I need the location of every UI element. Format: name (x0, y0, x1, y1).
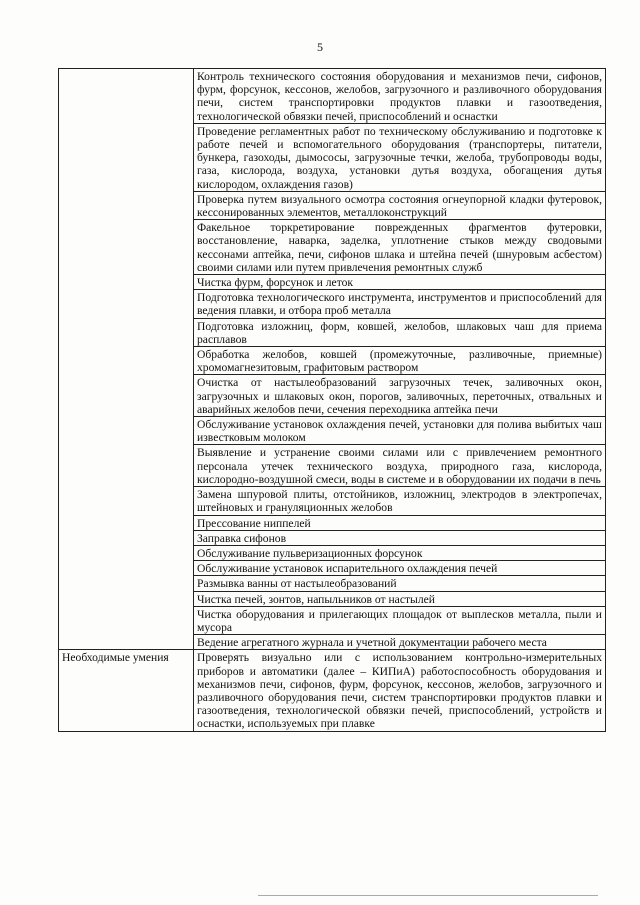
table-row (59, 650, 606, 731)
labor-functions-block-item: Заправка сифонов (194, 530, 606, 545)
labor-functions-block-item: Обслуживание установок испарительного охлаждения печей (194, 561, 606, 576)
labor-functions-block-item: Факельное торкретирование поврежденных фрагментов футеровки, восстановление, наварка, заделка, уплотнение стыков между сводовыми кессонами аптейка, печи, сифонов шлака и штейна печей (шнуровым асбестом) своими силами или путем привлечения ремонтных служб (194, 220, 606, 275)
labor-functions-block-item: Контроль технического состояния оборудования и механизмов печи, сифонов, фурм, форсунок, кессонов, желобов, загрузочного и разливочного оборудования печи, систем транспортировки продуктов плавки и газоотведения, технологической обвязки печей, приспособлений и оснастки (194, 69, 606, 124)
labor-functions-block-item: Чистка фурм, форсунок и леток (194, 275, 606, 290)
labor-functions-block-item: Чистка оборудования и прилегающих площадок от выплесков металла, пыли и мусора (194, 606, 606, 634)
labor-functions-block-item: Замена шпуровой плиты, отстойников, изложниц, электродов в электропечах, штейновых и грануляционных желобов (194, 487, 606, 515)
labor-functions-block-label (59, 69, 194, 650)
labor-functions-block-item: Подготовка изложниц, форм, ковшей, желобов, шлаковых чаш для приема расплавов (194, 318, 606, 346)
competency-table (58, 68, 606, 732)
labor-functions-block-item: Размывка ванны от настылеобразований (194, 576, 606, 591)
labor-functions-block-item: Прессование ниппелей (194, 515, 606, 530)
required-skills-block-label: Необходимые умения (59, 650, 194, 731)
labor-functions-block-item: Обработка желобов, ковшей (промежуточные, разливочные, приемные) хромомагнезитовым, графитовым раствором (194, 347, 606, 375)
table-row (59, 69, 606, 124)
labor-functions-block-item: Выявление и устранение своими силами или с привлечением ремонтного персонала утечек технического воздуха, природного газа, кислорода, кислородно-воздушной смеси, воды в системе и в оборудовании их подачи в печь (194, 445, 606, 487)
table-body (59, 69, 606, 732)
page-number: 5 (317, 40, 323, 54)
labor-functions-block-item: Обслуживание пульверизационных форсунок (194, 545, 606, 560)
labor-functions-block-item: Чистка печей, зонтов, напыльников от настылей (194, 591, 606, 606)
labor-functions-block-item: Проведение регламентных работ по техническому обслуживанию и подготовке к работе печей и вспомогательного оборудования (транспортеры, питатели, бункера, газоходы, дымососы, загрузочные течки, желоба, трубопроводы воды, газа, кислорода, воздуха, установки дутья воздуха, обогащения дутья кислородом, охлаждения газов) (194, 123, 606, 191)
labor-functions-block-item: Проверка путем визуального осмотра состояния огнеупорной кладки футеровок, кессонированных элементов, металлоконструкций (194, 191, 606, 219)
labor-functions-block-item: Обслуживание установок охлаждения печей, установки для полива выбитых чаш известковым молоком (194, 417, 606, 445)
labor-functions-block-item: Подготовка технологического инструмента, инструментов и приспособлений для ведения плавки, и отбора проб металла (194, 290, 606, 318)
labor-functions-block-item: Очистка от настылеобразований загрузочных течек, заливочных окон, загрузочных и шлаковых окон, порогов, заливочных, переточных, отвальных и аварийных желобов печи, сечения переходника аптейка печи (194, 375, 606, 417)
labor-functions-block-item: Ведение агрегатного журнала и учетной документации рабочего места (194, 635, 606, 650)
scan-edge-line (258, 895, 598, 896)
required-skills-block-item: Проверять визуально или с использованием контрольно-измерительных приборов и автоматики (далее – КИПиА) работоспособность оборудования и механизмов печи, сифонов, фурм, форсунок, кессонов, желобов, загрузочного и разливочного оборудования печи, систем транспортировки продуктов плавки и газоотведения, технологической обвязки печей, приспособлений, устройств и оснастки, используемых при плавке (194, 650, 606, 731)
